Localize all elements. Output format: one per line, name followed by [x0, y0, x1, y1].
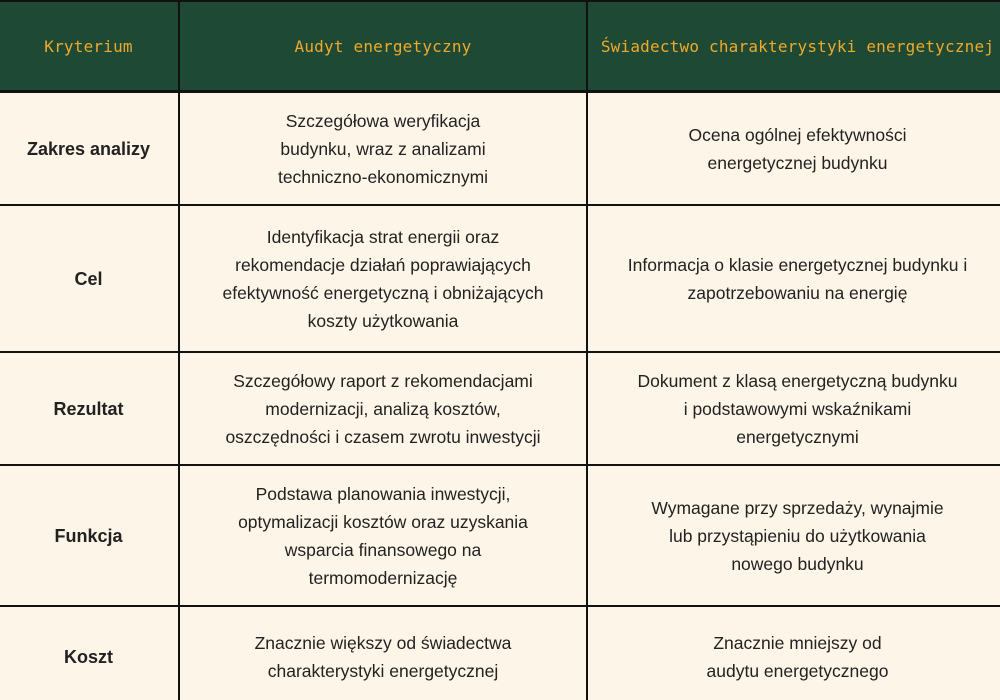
table-row [0, 465, 1000, 606]
cell-line: Znacznie większy od świadectwa [254, 633, 512, 653]
cell-line: nowego budynku [731, 553, 864, 574]
header-criterion: Kryterium [0, 1, 179, 92]
cell-line: optymalizacji kosztów oraz uzyskania [238, 511, 528, 532]
criterion-cell: Funkcja [0, 465, 179, 606]
criterion-cell: Rezultat [0, 352, 179, 465]
header-audit: Audyt energetyczny [179, 1, 587, 92]
cell-line: techniczno-ekonomicznymi [277, 166, 489, 187]
cell-line: Dokument z klasą energetyczną budynku [637, 370, 958, 391]
cell-line: charakterystyki energetycznej [267, 661, 499, 681]
cell-line: i podstawowymi wskaźnikami [683, 398, 912, 419]
cell-line: koszty użytkowania [307, 310, 459, 331]
cell-line: Podstawa planowania inwestycji, [255, 483, 511, 504]
cell-line: audytu energetycznego [706, 661, 889, 681]
table-row [0, 352, 1000, 465]
audit-cell [179, 606, 587, 700]
audit-cell [179, 465, 587, 606]
cell-line: wsparcia finansowego na [284, 539, 482, 560]
cell-line: rekomendacje działań poprawiających [235, 254, 531, 275]
certificate-cell [587, 92, 1000, 206]
table-row [0, 92, 1000, 206]
cell-line: Informacja o klasie energetycznej budynku i [627, 254, 968, 275]
cell-line: termomodernizację [308, 567, 458, 588]
cell-line: energetycznymi [736, 426, 859, 447]
table-row [0, 205, 1000, 352]
certificate-cell [587, 205, 1000, 352]
cell-line: zapotrzebowaniu na energię [687, 282, 908, 303]
cell-line: Szczegółowa weryfikacja [285, 110, 481, 131]
header-row [0, 1, 1000, 92]
cell-line: Znacznie mniejszy od [713, 633, 882, 653]
cell-line: energetycznej budynku [707, 152, 888, 173]
cell-line: Ocena ogólnej efektywności [688, 124, 907, 145]
criterion-cell: Zakres analizy [0, 92, 179, 206]
certificate-cell [587, 465, 1000, 606]
cell-line: lub przystąpieniu do użytkowania [669, 525, 926, 546]
criterion-cell: Koszt [0, 606, 179, 700]
certificate-cell [587, 606, 1000, 700]
cell-line: Wymagane przy sprzedaży, wynajmie [651, 497, 944, 518]
cell-line: oszczędności i czasem zwrotu inwestycji [225, 426, 541, 447]
cell-line: Szczegółowy raport z rekomendacjami [233, 370, 533, 391]
audit-cell [179, 92, 587, 206]
audit-cell [179, 205, 587, 352]
table-row [0, 606, 1000, 700]
cell-line: Identyfikacja strat energii oraz [266, 226, 500, 247]
criterion-cell: Cel [0, 205, 179, 352]
certificate-cell [587, 352, 1000, 465]
cell-line: budynku, wraz z analizami [280, 138, 486, 159]
cell-line: modernizacji, analizą kosztów, [265, 398, 501, 419]
cell-line: efektywność energetyczną i obniżających [222, 282, 544, 303]
audit-cell [179, 352, 587, 465]
header-certificate: Świadectwo charakterystyki energetycznej [587, 1, 1000, 92]
